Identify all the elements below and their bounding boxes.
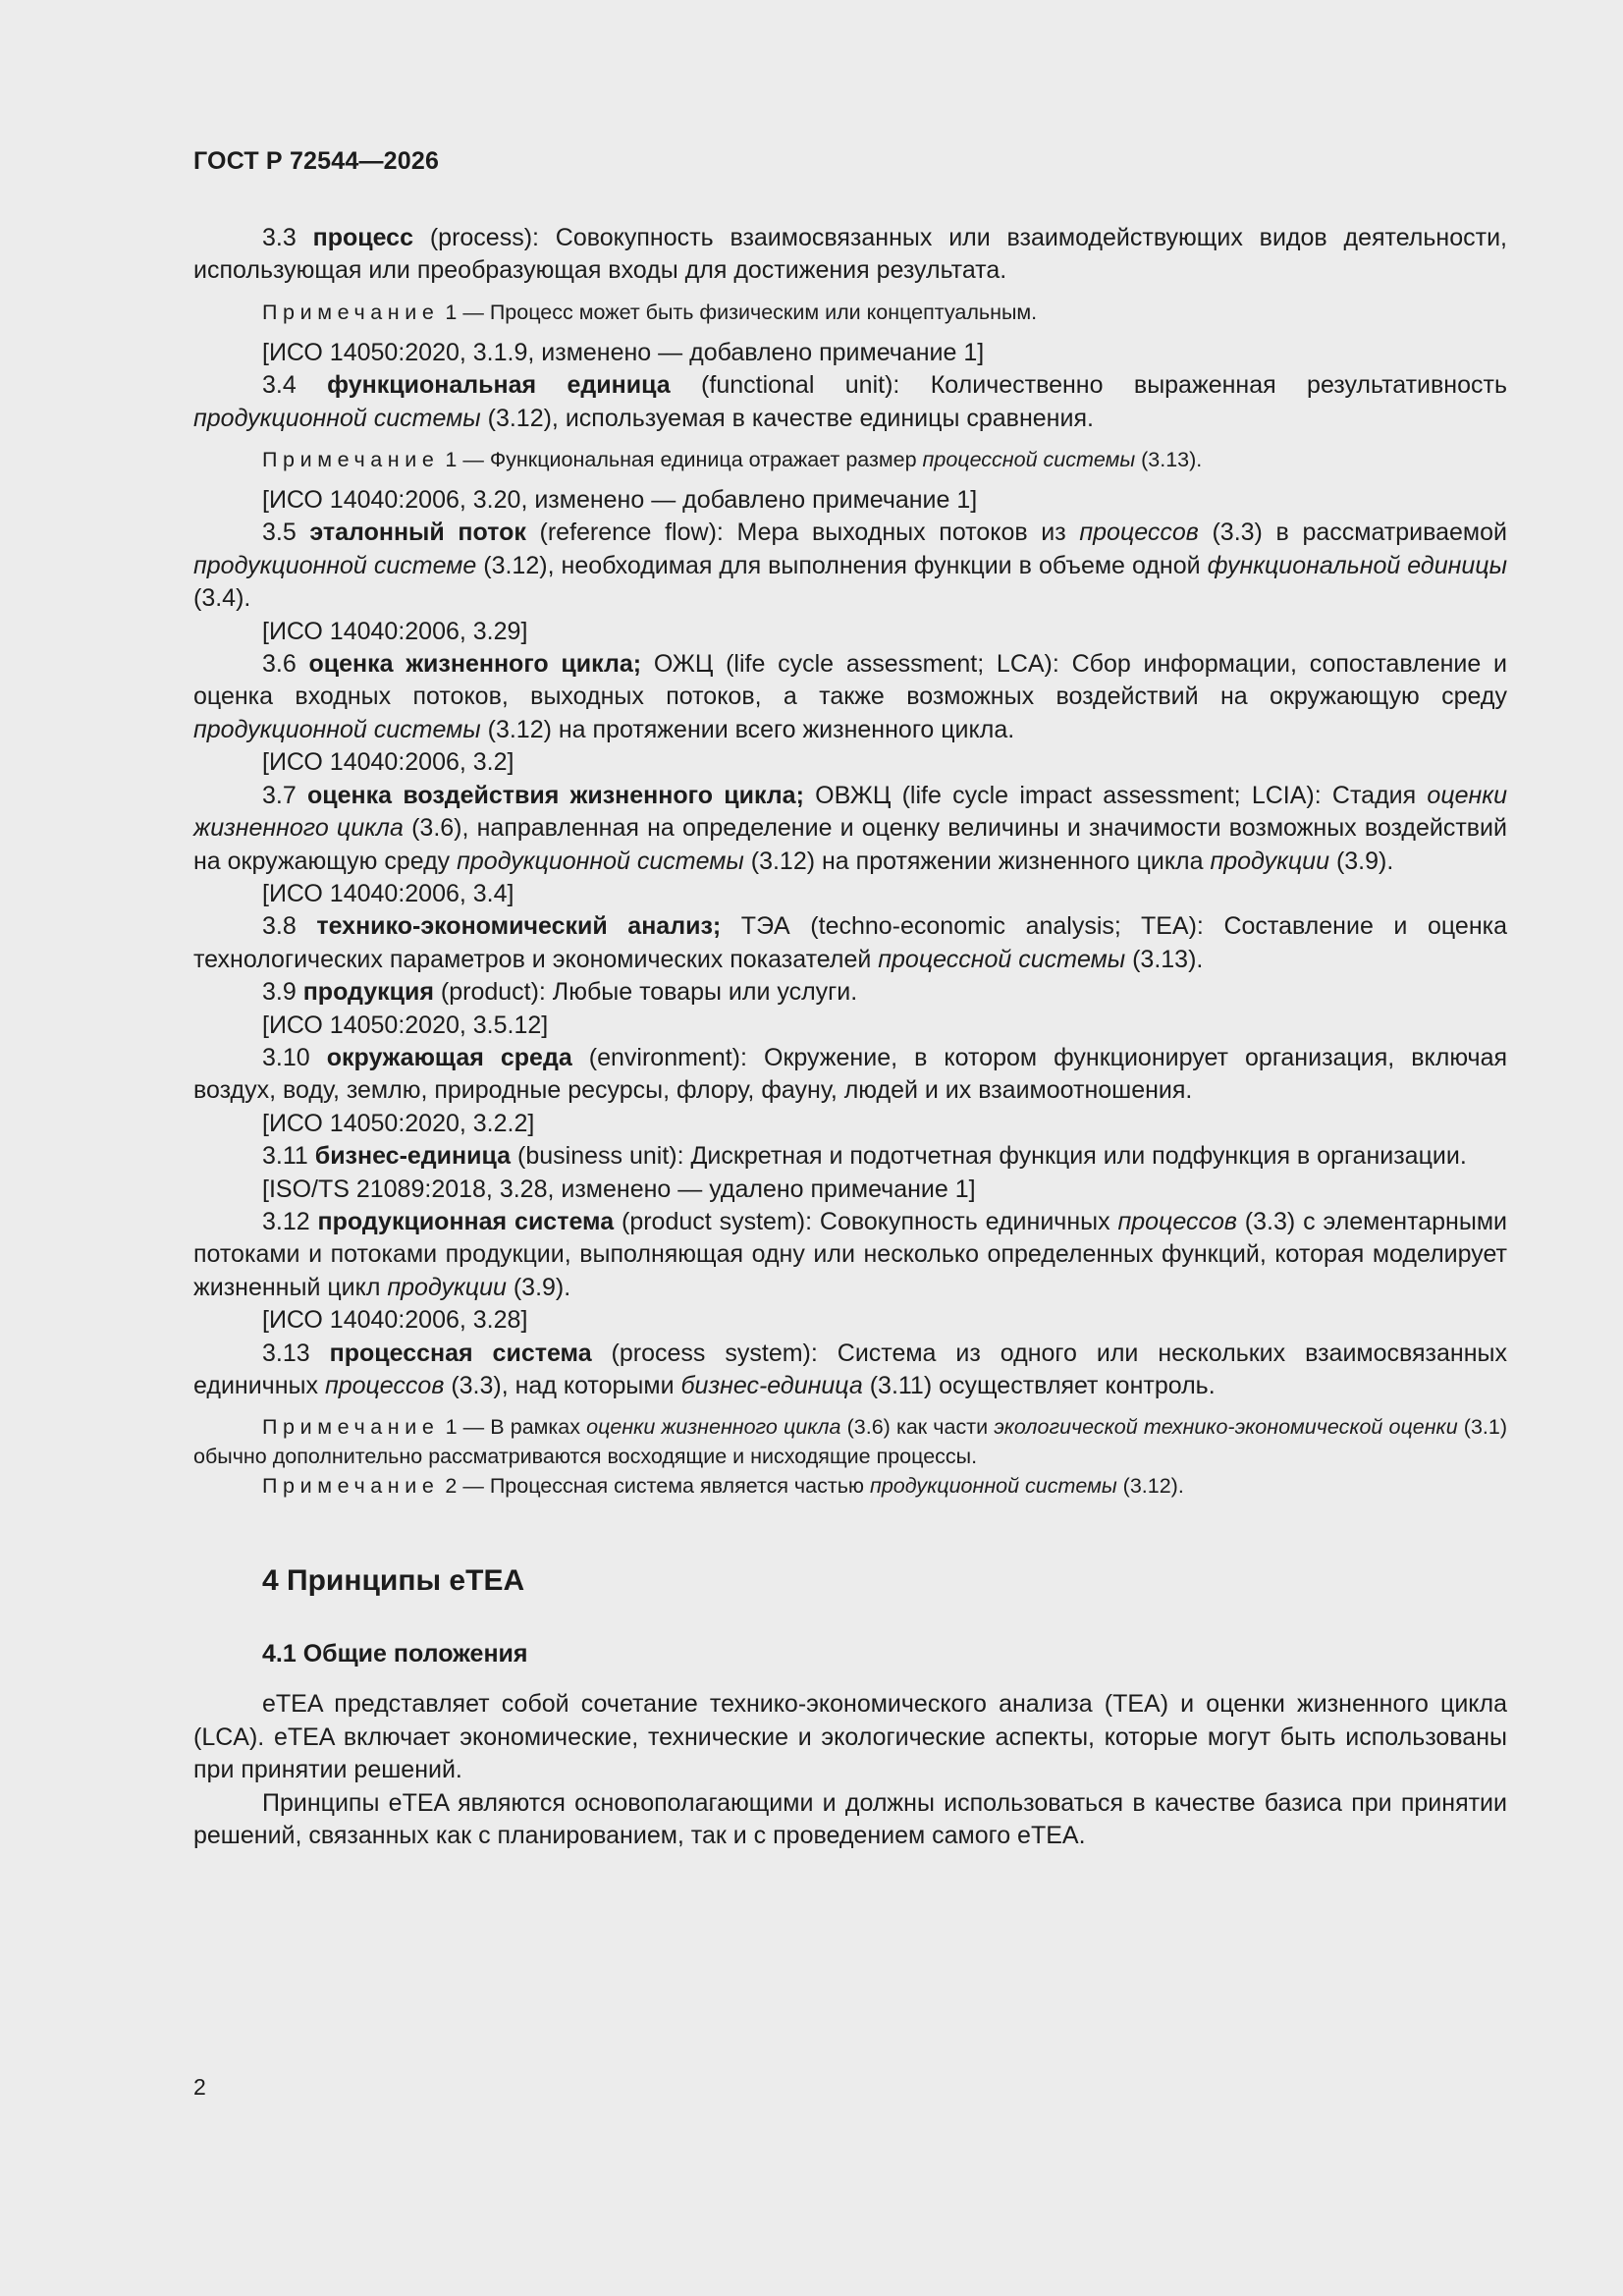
term-definition: (3.3), над которыми (444, 1372, 681, 1399)
note-label: Примечание (262, 300, 440, 324)
source-3-6: [ИСО 14040:2006, 3.2] (262, 748, 514, 777)
term-name: функциональная единица (327, 371, 671, 400)
source-3-12: [ИСО 14040:2006, 3.28] (262, 1306, 528, 1335)
paragraph-etea-definition: eTEA представляет собой сочетание технико-экономического анализа (ТЕА) и оценки жизненного цикла (LCA). eTEA включает экономические, технические и экологические аспекты, которые могут быть использованы при принятии решений. (193, 1690, 1507, 1784)
term-3-10 (193, 1042, 1507, 1108)
term-reference: процессной системы (922, 448, 1136, 472)
term-definition: (3.3) в рассматриваемой (1198, 519, 1507, 547)
note-text: 2 — Процессная система является частью (439, 1474, 870, 1499)
term-number: 3.6 (262, 650, 309, 679)
term-definition: (product): Любые товары или услуги. (433, 978, 858, 1007)
term-number: 3.5 (262, 519, 310, 547)
term-reference: экологической технико-экономической оценки (994, 1415, 1458, 1440)
source-3-11: [ISO/TS 21089:2018, 3.28, изменено — удалено примечание 1] (262, 1175, 976, 1203)
note-text: 1 — Процесс может быть физическим или концептуальным. (439, 300, 1038, 324)
note-text: (3.13). (1135, 448, 1203, 472)
term-name: продукция (302, 978, 434, 1007)
note-3-13-2 (193, 1471, 1507, 1501)
note-text: (3.6) как части (840, 1415, 995, 1440)
term-3-13 (193, 1338, 1507, 1403)
term-definition: (business unit): Дискретная и подотчетная функция или подфункция в организации. (511, 1142, 1467, 1171)
note-label: Примечание (262, 1474, 440, 1499)
note-text: 1 — Функциональная единица отражает размер (439, 448, 923, 472)
term-definition: (functional unit): Количественно выраженная результативность (670, 371, 1507, 400)
page-number: 2 (193, 2074, 206, 2100)
term-3-9 (193, 976, 1507, 1009)
term-reference: продукционной системе (193, 551, 477, 579)
term-number: 3.12 (262, 1207, 318, 1235)
term-definition: (3.6), направленная на определение и оценку величины и значимости возможных воздействий на окружающую среду (193, 814, 1507, 875)
term-reference: бизнес-единица (680, 1372, 863, 1399)
term-3-5 (193, 517, 1507, 615)
term-name: окружающая среда (326, 1043, 572, 1071)
term-name: технико-экономический анализ; (316, 912, 722, 941)
term-3-11 (193, 1140, 1507, 1173)
term-number: 3.10 (262, 1043, 327, 1071)
term-name: продукционная система (317, 1207, 615, 1235)
term-3-8 (193, 910, 1507, 976)
term-number: 3.7 (262, 781, 308, 809)
note-text: (3.12). (1116, 1474, 1184, 1499)
term-definition: (3.12), используемая в качестве единицы сравнения. (480, 404, 1094, 432)
term-name: процессная система (329, 1339, 592, 1367)
note-text: 1 — В рамках (439, 1415, 587, 1440)
term-3-6 (193, 648, 1507, 746)
source-3-7: [ИСО 14040:2006, 3.4] (262, 879, 514, 907)
term-definition: (process): Совокупность взаимосвязанных или взаимодействующих видов деятельности, использующая или преобразующая входы для достижения результата. (193, 224, 1507, 285)
source-3-10: [ИСО 14050:2020, 3.2.2] (262, 1109, 535, 1137)
term-name: эталонный поток (309, 519, 526, 547)
term-reference: процессов (324, 1372, 445, 1399)
document-body (193, 222, 1507, 1852)
term-number: 3.11 (262, 1142, 315, 1171)
note-3-3-1 (193, 298, 1507, 327)
note-3-13-1 (193, 1412, 1507, 1471)
source-3-4: [ИСО 14040:2006, 3.20, изменено — добавлено примечание 1] (262, 486, 978, 515)
term-definition: (3.12), необходимая для выполнения функции в объеме одной (476, 551, 1208, 579)
term-number: 3.9 (262, 978, 303, 1007)
note-label: Примечание (262, 448, 440, 472)
term-reference: процессов (1117, 1207, 1237, 1235)
term-definition: (3.12) на протяжении жизненного цикла (743, 847, 1211, 875)
term-reference: процессов (1079, 519, 1199, 547)
term-3-12 (193, 1206, 1507, 1304)
term-definition: (3.12) на протяжении всего жизненного цикла. (480, 715, 1015, 743)
term-definition: (3.9). (1329, 847, 1394, 875)
term-reference: продукции (387, 1273, 507, 1301)
section-heading-4: 4 Принципы eTEA (262, 1564, 525, 1598)
term-definition: ТЭА (techno-economic analysis; TEA): Составление и оценка технологических параметров и экономических показателей (193, 912, 1508, 973)
term-definition: (3.4). (193, 584, 251, 613)
paragraph-etea-principles: Принципы eTEA являются основополагающими и должны использоваться в качестве базиса при принятии решений, связанных как с планированием, так и с проведением самого eTEA. (193, 1788, 1507, 1850)
term-definition: (process system): Система из одного или нескольких взаимосвязанных единичных (193, 1339, 1507, 1399)
term-number: 3.13 (262, 1339, 330, 1367)
source-3-5: [ИСО 14040:2006, 3.29] (262, 617, 528, 645)
term-definition: ОЖЦ (life cycle assessment; LCA): Сбор информации, сопоставление и оценка входных потоков, выходных потоков, а также возможных воздействий на окружающую среду (193, 650, 1508, 711)
term-definition: (3.13). (1125, 945, 1204, 973)
term-definition: (3.9). (506, 1273, 571, 1301)
term-definition: (environment): Окружение, в котором функционирует организация, включая воздух, воду, землю, природные ресурсы, флору, фауну, людей и их взаимоотношения. (193, 1043, 1508, 1105)
term-number: 3.8 (262, 912, 317, 941)
term-reference: функциональной единицы (1207, 551, 1508, 579)
note-text: (3.1) обычно дополнительно рассматриваются восходящие и нисходящие процессы. (193, 1415, 1508, 1469)
term-3-4 (193, 369, 1507, 435)
term-number: 3.3 (262, 224, 313, 251)
term-reference: продукционной системы (870, 1474, 1117, 1499)
term-definition: (reference flow): Мера выходных потоков из (525, 519, 1080, 547)
document-header: ГОСТ Р 72544—2026 (193, 147, 440, 175)
term-name: оценка жизненного цикла; (308, 650, 642, 679)
section-heading-4-1: 4.1 Общие положения (262, 1640, 528, 1668)
note-3-4-1 (193, 445, 1507, 474)
term-reference: продукции (1210, 847, 1329, 875)
source-3-9: [ИСО 14050:2020, 3.5.12] (262, 1011, 549, 1039)
term-definition: (3.3) с элементарными потоками и потоками продукции, выполняющая одну или несколько определенных функций, которая моделирует жизненный цикл (193, 1207, 1507, 1301)
term-reference: оценки жизненного цикла (586, 1415, 841, 1440)
term-reference: продукционной системы (193, 715, 481, 743)
term-definition: (product system): Совокупность единичных (614, 1207, 1118, 1235)
term-definition: (3.11) осуществляет контроль. (862, 1372, 1216, 1399)
term-definition: ОВЖЦ (life cycle impact assessment; LCIA): Стадия (803, 781, 1428, 809)
term-reference: продукционной системы (457, 847, 744, 875)
term-name: бизнес-единица (314, 1142, 512, 1171)
term-reference: оценки жизненного цикла (193, 781, 1507, 843)
term-name: оценка воздействия жизненного цикла; (307, 781, 804, 809)
term-name: процесс (312, 224, 413, 251)
note-label: Примечание (262, 1415, 440, 1440)
term-3-3 (193, 222, 1507, 288)
term-3-7 (193, 780, 1507, 878)
term-number: 3.4 (262, 371, 328, 400)
term-reference: продукционной системы (193, 404, 481, 432)
term-reference: процессной системы (878, 945, 1126, 973)
source-3-3: [ИСО 14050:2020, 3.1.9, изменено — добавлено примечание 1] (262, 338, 985, 366)
